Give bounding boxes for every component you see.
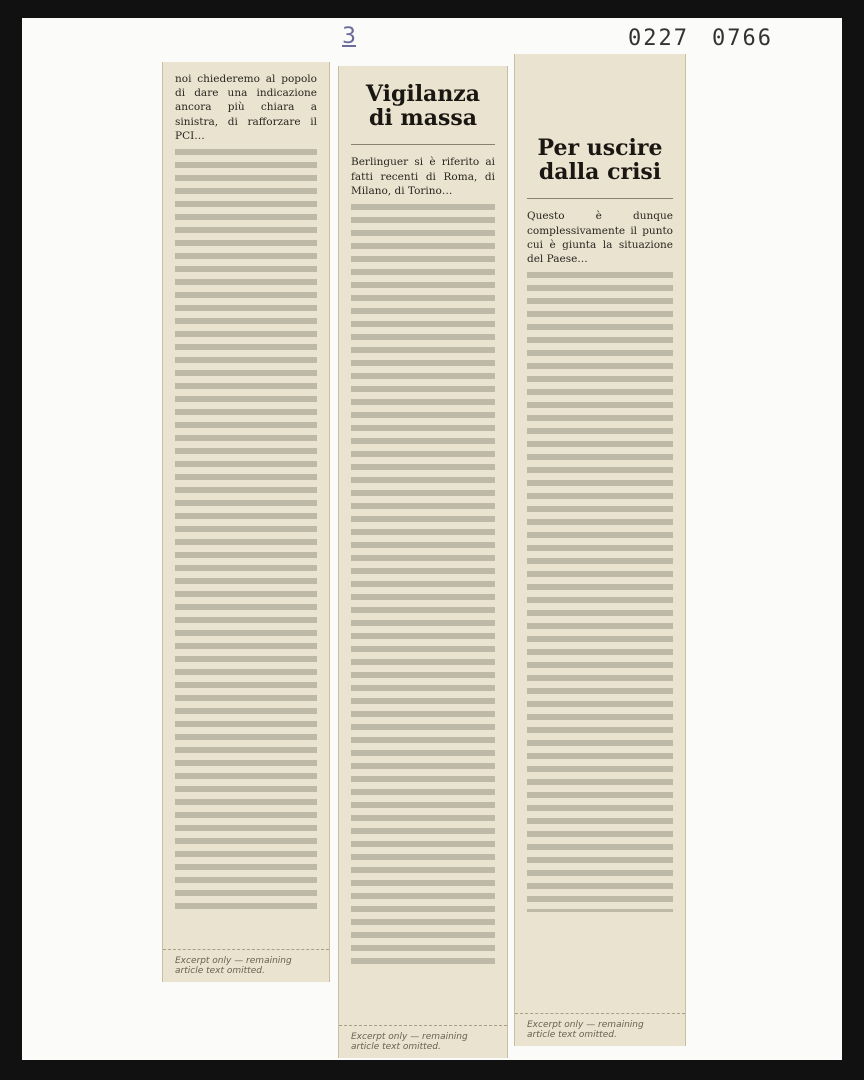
archive-sheet [22, 18, 842, 1060]
clipping-column-2 [338, 66, 508, 1058]
archive-number-left: 0227 [628, 26, 689, 51]
column-2-text-placeholder [351, 204, 495, 964]
column-1-excerpt: noi chiederemo al popolo di dare una indicazione ancora più chiara a sinistra, di rafforzare il PCI… [175, 73, 317, 142]
column-2-rule [351, 144, 495, 145]
column-3-abridged-note: Excerpt only — remaining article text omitted. [515, 1013, 685, 1046]
column-3-excerpt: Questo è dunque complessivamente il punto cui è giunta la situazione del Paese… [527, 210, 673, 265]
clipping-column-1 [162, 62, 330, 982]
column-3-text-placeholder [527, 272, 673, 912]
archive-number-right: 0766 [712, 26, 773, 51]
column-1-abridged-note: Excerpt only — remaining article text omitted. [163, 949, 329, 982]
pencil-page-mark: 3 [342, 24, 356, 49]
column-1-text-placeholder [175, 149, 317, 909]
clipping-column-3 [514, 54, 686, 1046]
column-2-headline: Vigilanza di massa [365, 81, 481, 132]
column-2-excerpt: Berlinguer si è riferito ai fatti recenti di Roma, di Milano, di Torino… [351, 156, 495, 197]
column-3-headline: Per uscire dalla crisi [537, 135, 663, 186]
column-2-abridged-note: Excerpt only — remaining article text omitted. [339, 1025, 507, 1058]
column-3-rule [527, 198, 673, 199]
